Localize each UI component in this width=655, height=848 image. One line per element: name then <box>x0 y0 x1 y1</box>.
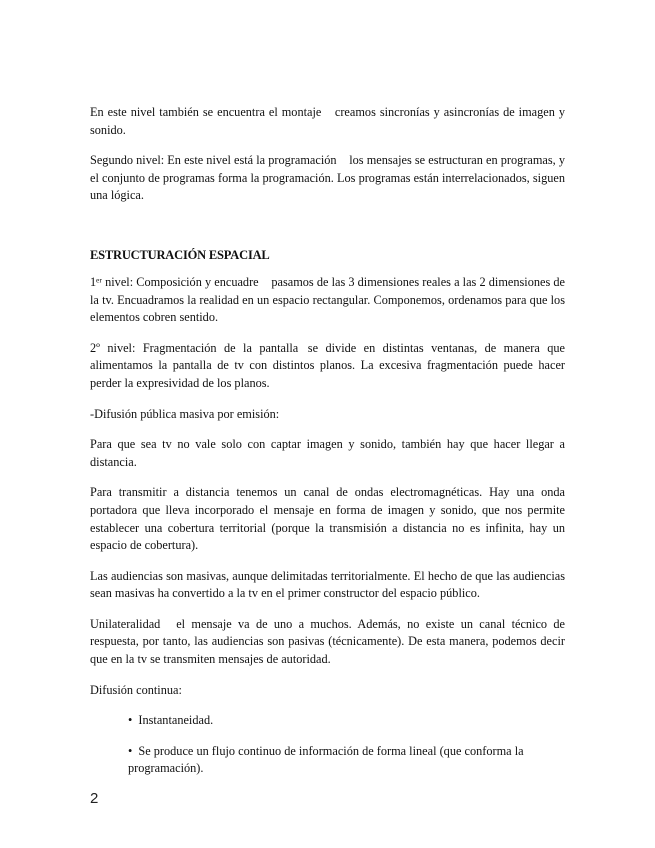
page-number: 2 <box>90 790 99 807</box>
document-body <box>90 104 565 791</box>
paragraph-primer-nivel: 1ᵉʳ nivel: Composición y encuadre  pasamos de las 3 dimensiones reales a las 2 dimensiones de la tv. Encuadramos la realidad en un espacio rectangular. Componemos, ordenamos para que los elementos cobren sentido. <box>90 274 565 325</box>
paragraph-difusion-continua: Difusión continua: <box>90 682 182 697</box>
section-spacer <box>90 218 565 247</box>
bullet-icon: • <box>128 743 133 758</box>
paragraph-montaje: En este nivel también se encuentra el montaje  creamos sincronías y asincronías de imagen y sonido. <box>90 105 565 137</box>
paragraph-segundo-nivel: Segundo nivel: En este nivel está la programación  los mensajes se estructuran en programas, y el conjunto de programas forma la programación. Los programas están interrelacionados, siguen una lógica. <box>90 153 565 203</box>
bullet-icon: • <box>128 713 133 728</box>
paragraph-transmitir-distancia: Para transmitir a distancia tenemos un canal de ondas electromagnéticas. Hay una onda portadora que lleva incorporado el mensaje en forma de imagen y sonido, que nos permite establecer una cobertura territorial (porque la transmisión a distancia no es infinita, hay un espacio de cobertura). <box>90 485 565 553</box>
paragraph-difusion-heading: -Difusión pública masiva por emisión: <box>90 406 280 421</box>
list-item <box>90 743 565 778</box>
list-item-text: Se produce un flujo continuo de información de forma lineal (que conforma la programación). <box>128 743 524 776</box>
paragraph-audiencias-masivas: Las audiencias son masivas, aunque delimitadas territorialmente. El hecho de que las audiencias sean masivas ha convertido a la tv en el primer constructor del espacio público. <box>90 568 565 601</box>
list-item-text: Instantaneidad. <box>138 713 214 728</box>
paragraph-unilateralidad: Unilateralidad  el mensaje va de uno a muchos. Además, no existe un canal técnico de respuesta, por tanto, las audiencias son pasivas (técnicamente). De esta manera, podemos decir que en la tv se transmiten mensajes de autoridad. <box>90 616 565 667</box>
paragraph-captar-imagen: Para que sea tv no vale solo con captar imagen y sonido, también hay que hacer llegar a distancia. <box>90 437 565 469</box>
list-item <box>90 712 565 730</box>
paragraph-segundo-nivel-fragmentacion: 2º nivel: Fragmentación de la pantalla se divide en distintas ventanas, de manera que alimentamos la pantalla de tv con distintos planos. La excesiva fragmentación puede hacer perder la expresividad de los planos. <box>90 340 565 390</box>
section-heading: ESTRUCTURACIÓN ESPACIAL <box>90 247 270 262</box>
